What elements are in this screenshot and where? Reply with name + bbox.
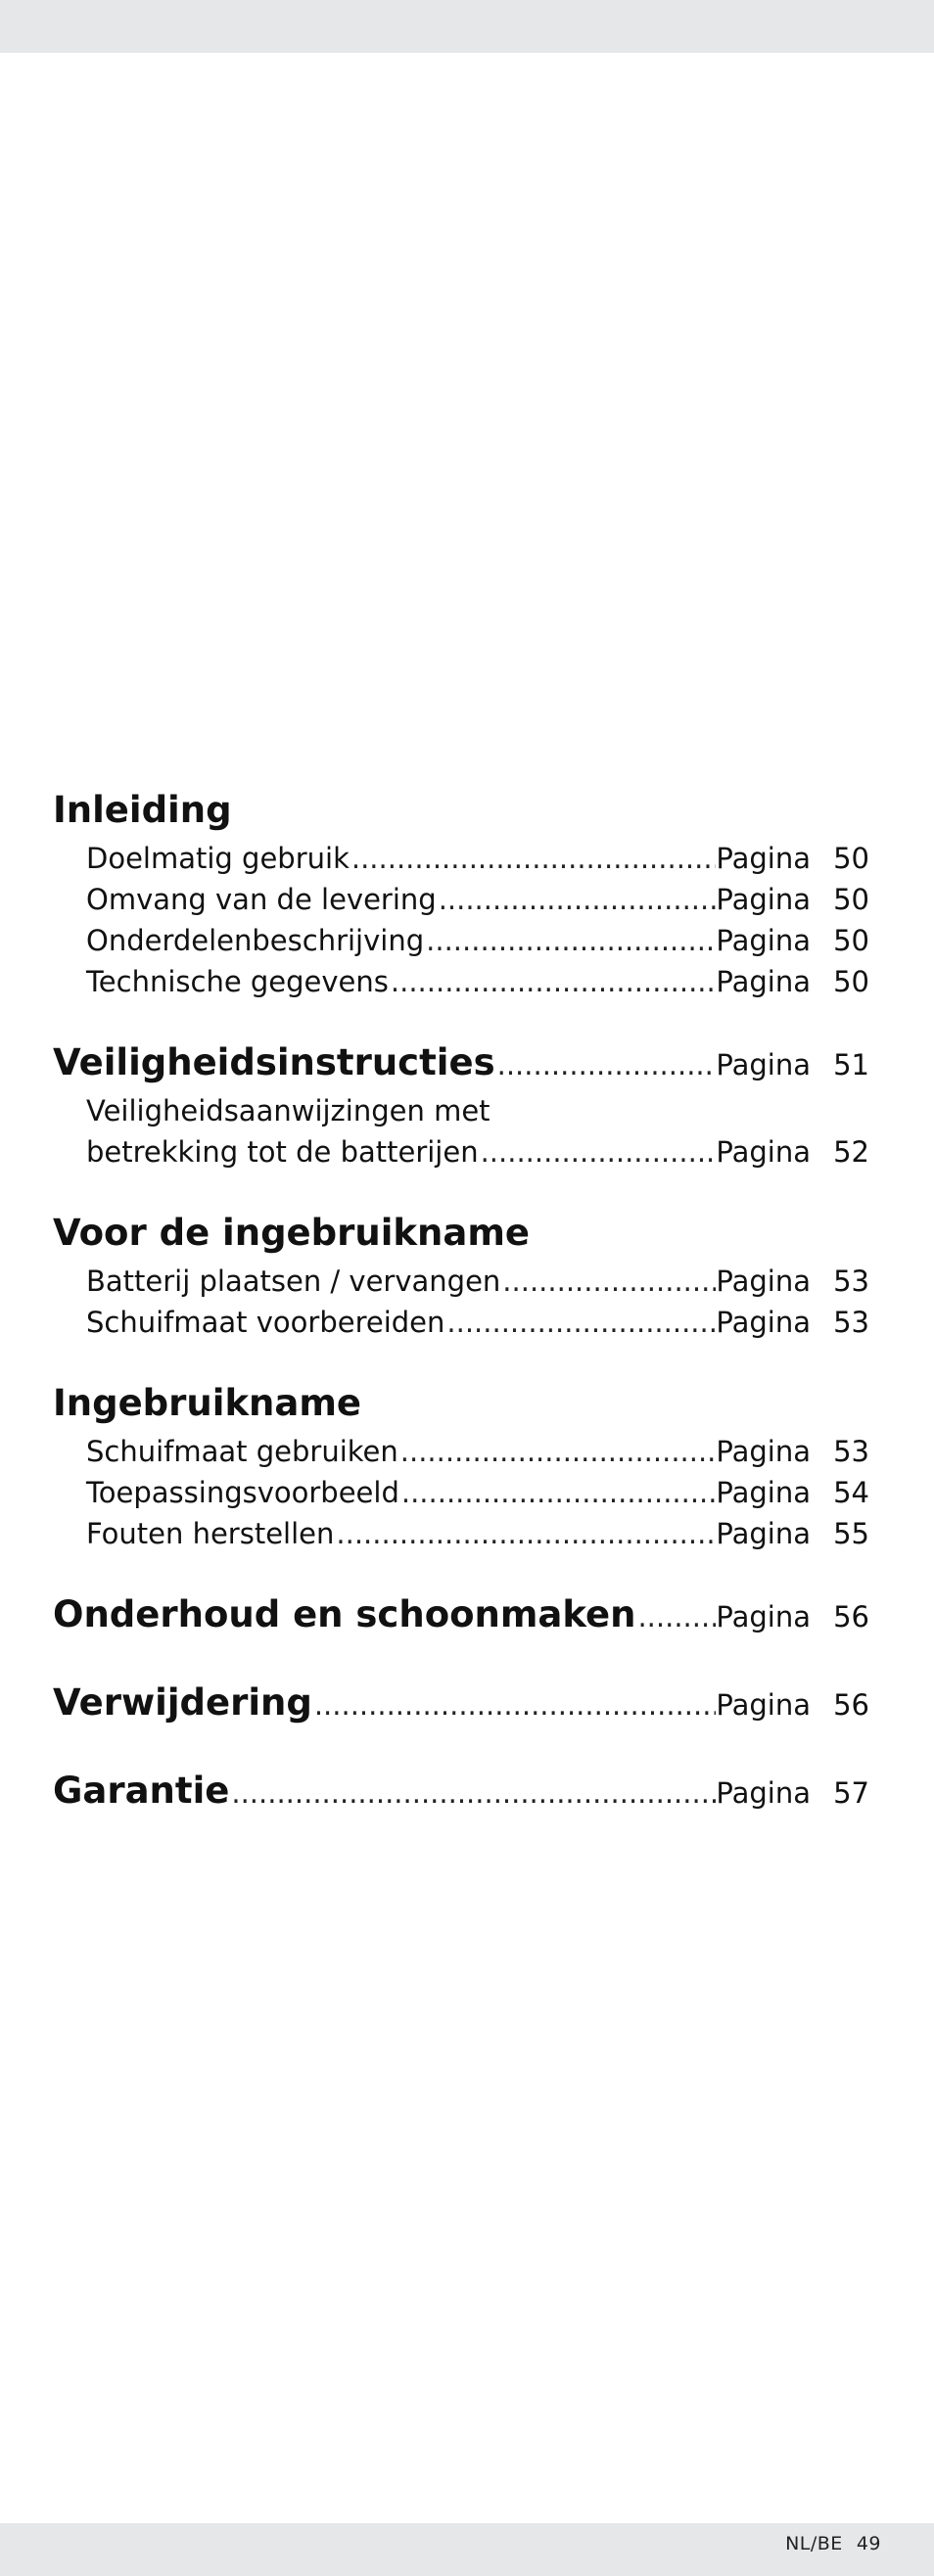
page-word: Pagina: [716, 1048, 811, 1081]
page-number: 50: [833, 883, 869, 916]
toc-heading-inleiding: Inleiding: [53, 789, 232, 831]
toc-entry-veiligheidsaanwijzingen-line2[interactable]: [53, 1131, 869, 1173]
leader-dots: [495, 1037, 717, 1090]
toc-heading-label: Garantie: [53, 1770, 230, 1812]
page-word: Pagina: [716, 1476, 811, 1509]
toc-entry-fouten-herstellen[interactable]: [53, 1513, 869, 1554]
toc-entry-label: Omvang van de levering: [86, 883, 437, 916]
toc-entry-schuifmaat-voorbereiden[interactable]: [53, 1302, 869, 1343]
page-number: 53: [833, 1306, 869, 1339]
leader-dots: [500, 1261, 716, 1302]
toc-heading-garantie[interactable]: [53, 1764, 869, 1818]
leader-dots: [444, 1302, 716, 1343]
page-number: 50: [833, 965, 869, 998]
toc-entry-label: Toepassingsvoorbeeld: [86, 1476, 399, 1509]
page-word: Pagina: [716, 1600, 811, 1633]
page-word: Pagina: [716, 1776, 811, 1810]
page-number: 57: [833, 1776, 869, 1810]
leader-dots: [334, 1513, 716, 1554]
page-number: 52: [833, 1135, 869, 1169]
leader-dots: [424, 920, 716, 961]
toc-entry-technische-gegevens[interactable]: [53, 961, 869, 1002]
toc-entry-toepassingsvoorbeeld[interactable]: [53, 1472, 869, 1513]
toc-section-veiligheid: [53, 1035, 869, 1173]
leader-dots: [479, 1131, 717, 1173]
leader-dots: [350, 838, 717, 879]
page-number: 53: [833, 1435, 869, 1468]
toc-section-ingebruikname: [53, 1376, 869, 1554]
page-word: Pagina: [716, 1435, 811, 1468]
toc-entry-onderdelenbeschrijving[interactable]: [53, 920, 869, 961]
toc-entry-label: Schuifmaat gebruiken: [86, 1435, 398, 1468]
toc-entry-batterij-plaatsen[interactable]: [53, 1261, 869, 1302]
toc-heading-voor-ingebruikname: Voor de ingebruikname: [53, 1212, 530, 1254]
toc-entry-label: Fouten herstellen: [86, 1517, 335, 1550]
page-word: Pagina: [716, 1135, 811, 1169]
toc-heading-label: Veiligheidsinstructies: [53, 1041, 495, 1083]
toc-entry-label: Onderdelenbeschrijving: [86, 924, 425, 957]
toc-entry-label: Doelmatig gebruik: [86, 842, 350, 875]
top-band: [0, 0, 934, 53]
footer-page-number: 49: [856, 2533, 881, 2554]
page-word: Pagina: [716, 924, 811, 957]
page-word: Pagina: [716, 842, 811, 875]
toc-entry-label: betrekking tot de batterijen: [86, 1135, 479, 1169]
page-word: Pagina: [716, 883, 811, 916]
toc-heading-verwijdering[interactable]: [53, 1676, 869, 1730]
toc-heading-ingebruikname: Ingebruikname: [53, 1382, 362, 1424]
page-number: 50: [833, 924, 869, 957]
toc-section-onderhoud: [53, 1587, 869, 1642]
leader-dots: [635, 1589, 716, 1642]
page-number: 56: [833, 1688, 869, 1722]
page-word: Pagina: [716, 1517, 811, 1550]
page-number: 54: [833, 1476, 869, 1509]
page-footer: [785, 2533, 881, 2554]
table-of-contents: [53, 783, 869, 1818]
page-word: Pagina: [716, 1265, 811, 1298]
page-number: 56: [833, 1600, 869, 1633]
page-number: 55: [833, 1517, 869, 1550]
toc-entry-label: Technische gegevens: [86, 965, 389, 998]
toc-heading-label: Onderhoud en schoonmaken: [53, 1593, 636, 1635]
toc-heading-veiligheidsinstructies[interactable]: [53, 1035, 869, 1090]
toc-entry-doelmatig-gebruik[interactable]: [53, 838, 869, 879]
page-word: Pagina: [716, 965, 811, 998]
toc-entry-label: Batterij plaatsen / vervangen: [86, 1265, 501, 1298]
toc-entry-schuifmaat-gebruiken[interactable]: [53, 1431, 869, 1472]
page-number: 50: [833, 842, 869, 875]
toc-entry-omvang-levering[interactable]: [53, 879, 869, 920]
leader-dots: [399, 1472, 717, 1513]
leader-dots: [437, 879, 717, 920]
toc-entry-label: Veiligheidsaanwijzingen met: [86, 1094, 490, 1127]
toc-section-inleiding: [53, 783, 869, 1002]
leader-dots: [398, 1431, 717, 1472]
leader-dots: [389, 961, 717, 1002]
toc-entry-label: Schuifmaat voorbereiden: [86, 1306, 445, 1339]
toc-section-verwijdering: [53, 1676, 869, 1730]
page-number: 53: [833, 1265, 869, 1298]
toc-section-voor-ingebruikname: [53, 1206, 869, 1343]
page-word: Pagina: [716, 1306, 811, 1339]
page-number: 51: [833, 1048, 869, 1081]
page-word: Pagina: [716, 1688, 811, 1722]
footer-locale: NL/BE: [785, 2533, 843, 2554]
toc-entry-veiligheidsaanwijzingen-line1[interactable]: [53, 1090, 869, 1131]
toc-heading-onderhoud[interactable]: [53, 1587, 869, 1642]
leader-dots: [312, 1678, 717, 1730]
toc-section-garantie: [53, 1764, 869, 1818]
toc-heading-label: Verwijdering: [53, 1681, 312, 1724]
leader-dots: [229, 1766, 716, 1818]
